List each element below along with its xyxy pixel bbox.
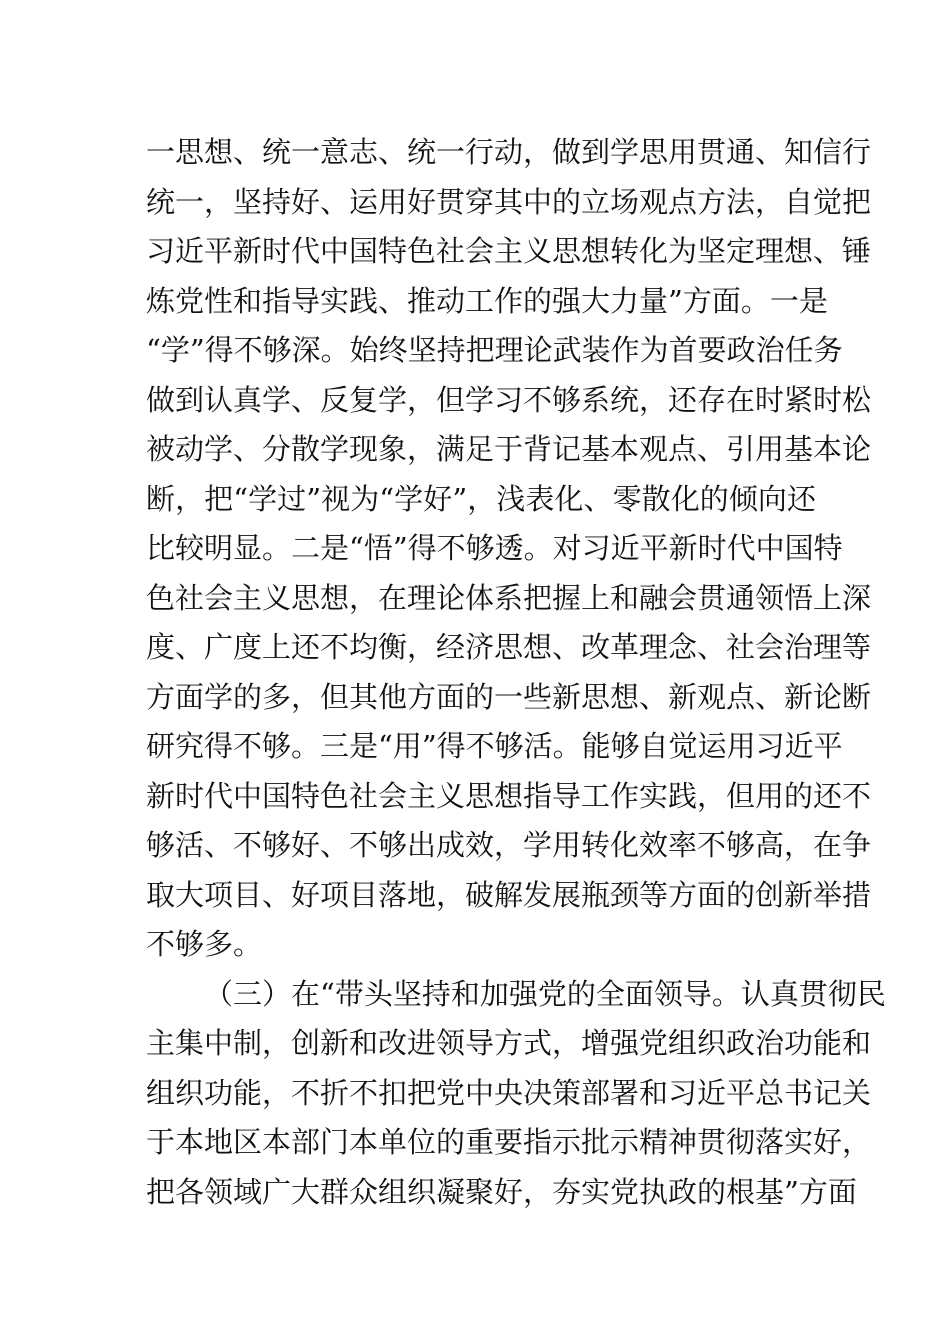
- paragraph-line: 色社会主义思想，在理论体系把握上和融会贯通领悟上深: [146, 580, 872, 615]
- paragraph-line: 做到认真学、反复学，但学习不够系统，还存在时紧时松: [146, 382, 872, 417]
- paragraph-line: 断，把“学过”视为“学好”，浅表化、零散化的倾向还: [146, 481, 816, 516]
- paragraph-line: 于本地区本部门本单位的重要指示批示精神贯彻落实好，: [146, 1125, 872, 1159]
- paragraph-line: 组织功能，不折不扣把党中央决策部署和习近平总书记关: [146, 1075, 872, 1110]
- paragraph-1: [146, 128, 872, 970]
- paragraph-line: 习近平新时代中国特色社会主义思想转化为坚定理想、锤: [146, 234, 872, 268]
- paragraph-line: 统一，坚持好、运用好贯穿其中的立场观点方法，自觉把: [146, 184, 872, 219]
- paragraph-line: 炼党性和指导实践、推动工作的强大力量”方面。一是: [146, 283, 828, 318]
- paragraph-line: 研究得不够。三是“用”得不够活。能够自觉运用习近平: [146, 729, 843, 763]
- paragraph-line: 一思想、统一意志、统一行动，做到学思用贯通、知信行: [146, 135, 872, 169]
- paragraph-line: （三）在“带头坚持和加强党的全面领导。认真贯彻民: [204, 976, 886, 1011]
- paragraph-line: 被动学、分散学现象，满足于背记基本观点、引用基本论: [146, 432, 872, 466]
- paragraph-line: 主集中制，创新和改进领导方式，增强党组织政治功能和: [146, 1026, 872, 1060]
- paragraph-line: 新时代中国特色社会主义思想指导工作实践，但用的还不: [146, 778, 872, 813]
- paragraph-line: “学”得不够深。始终坚持把理论武装作为首要政治任务: [146, 333, 843, 367]
- paragraph-line: 比较明显。二是“悟”得不够透。对习近平新时代中国特: [146, 531, 843, 565]
- paragraph-line: 不够多。: [146, 927, 263, 961]
- paragraph-line: 取大项目、好项目落地，破解发展瓶颈等方面的创新举措: [146, 877, 872, 912]
- paragraph-2: [146, 970, 886, 1218]
- document-body: [146, 128, 886, 1217]
- paragraph-line: 方面学的多，但其他方面的一些新思想、新观点、新论断: [146, 679, 872, 714]
- paragraph-line: 把各领域广大群众组织凝聚好，夯实党执政的根基”方面: [146, 1174, 857, 1209]
- paragraph-line: 够活、不够好、不够出成效，学用转化效率不够高，在争: [146, 828, 872, 862]
- paragraph-line: 度、广度上还不均衡，经济思想、改革理念、社会治理等: [146, 630, 872, 664]
